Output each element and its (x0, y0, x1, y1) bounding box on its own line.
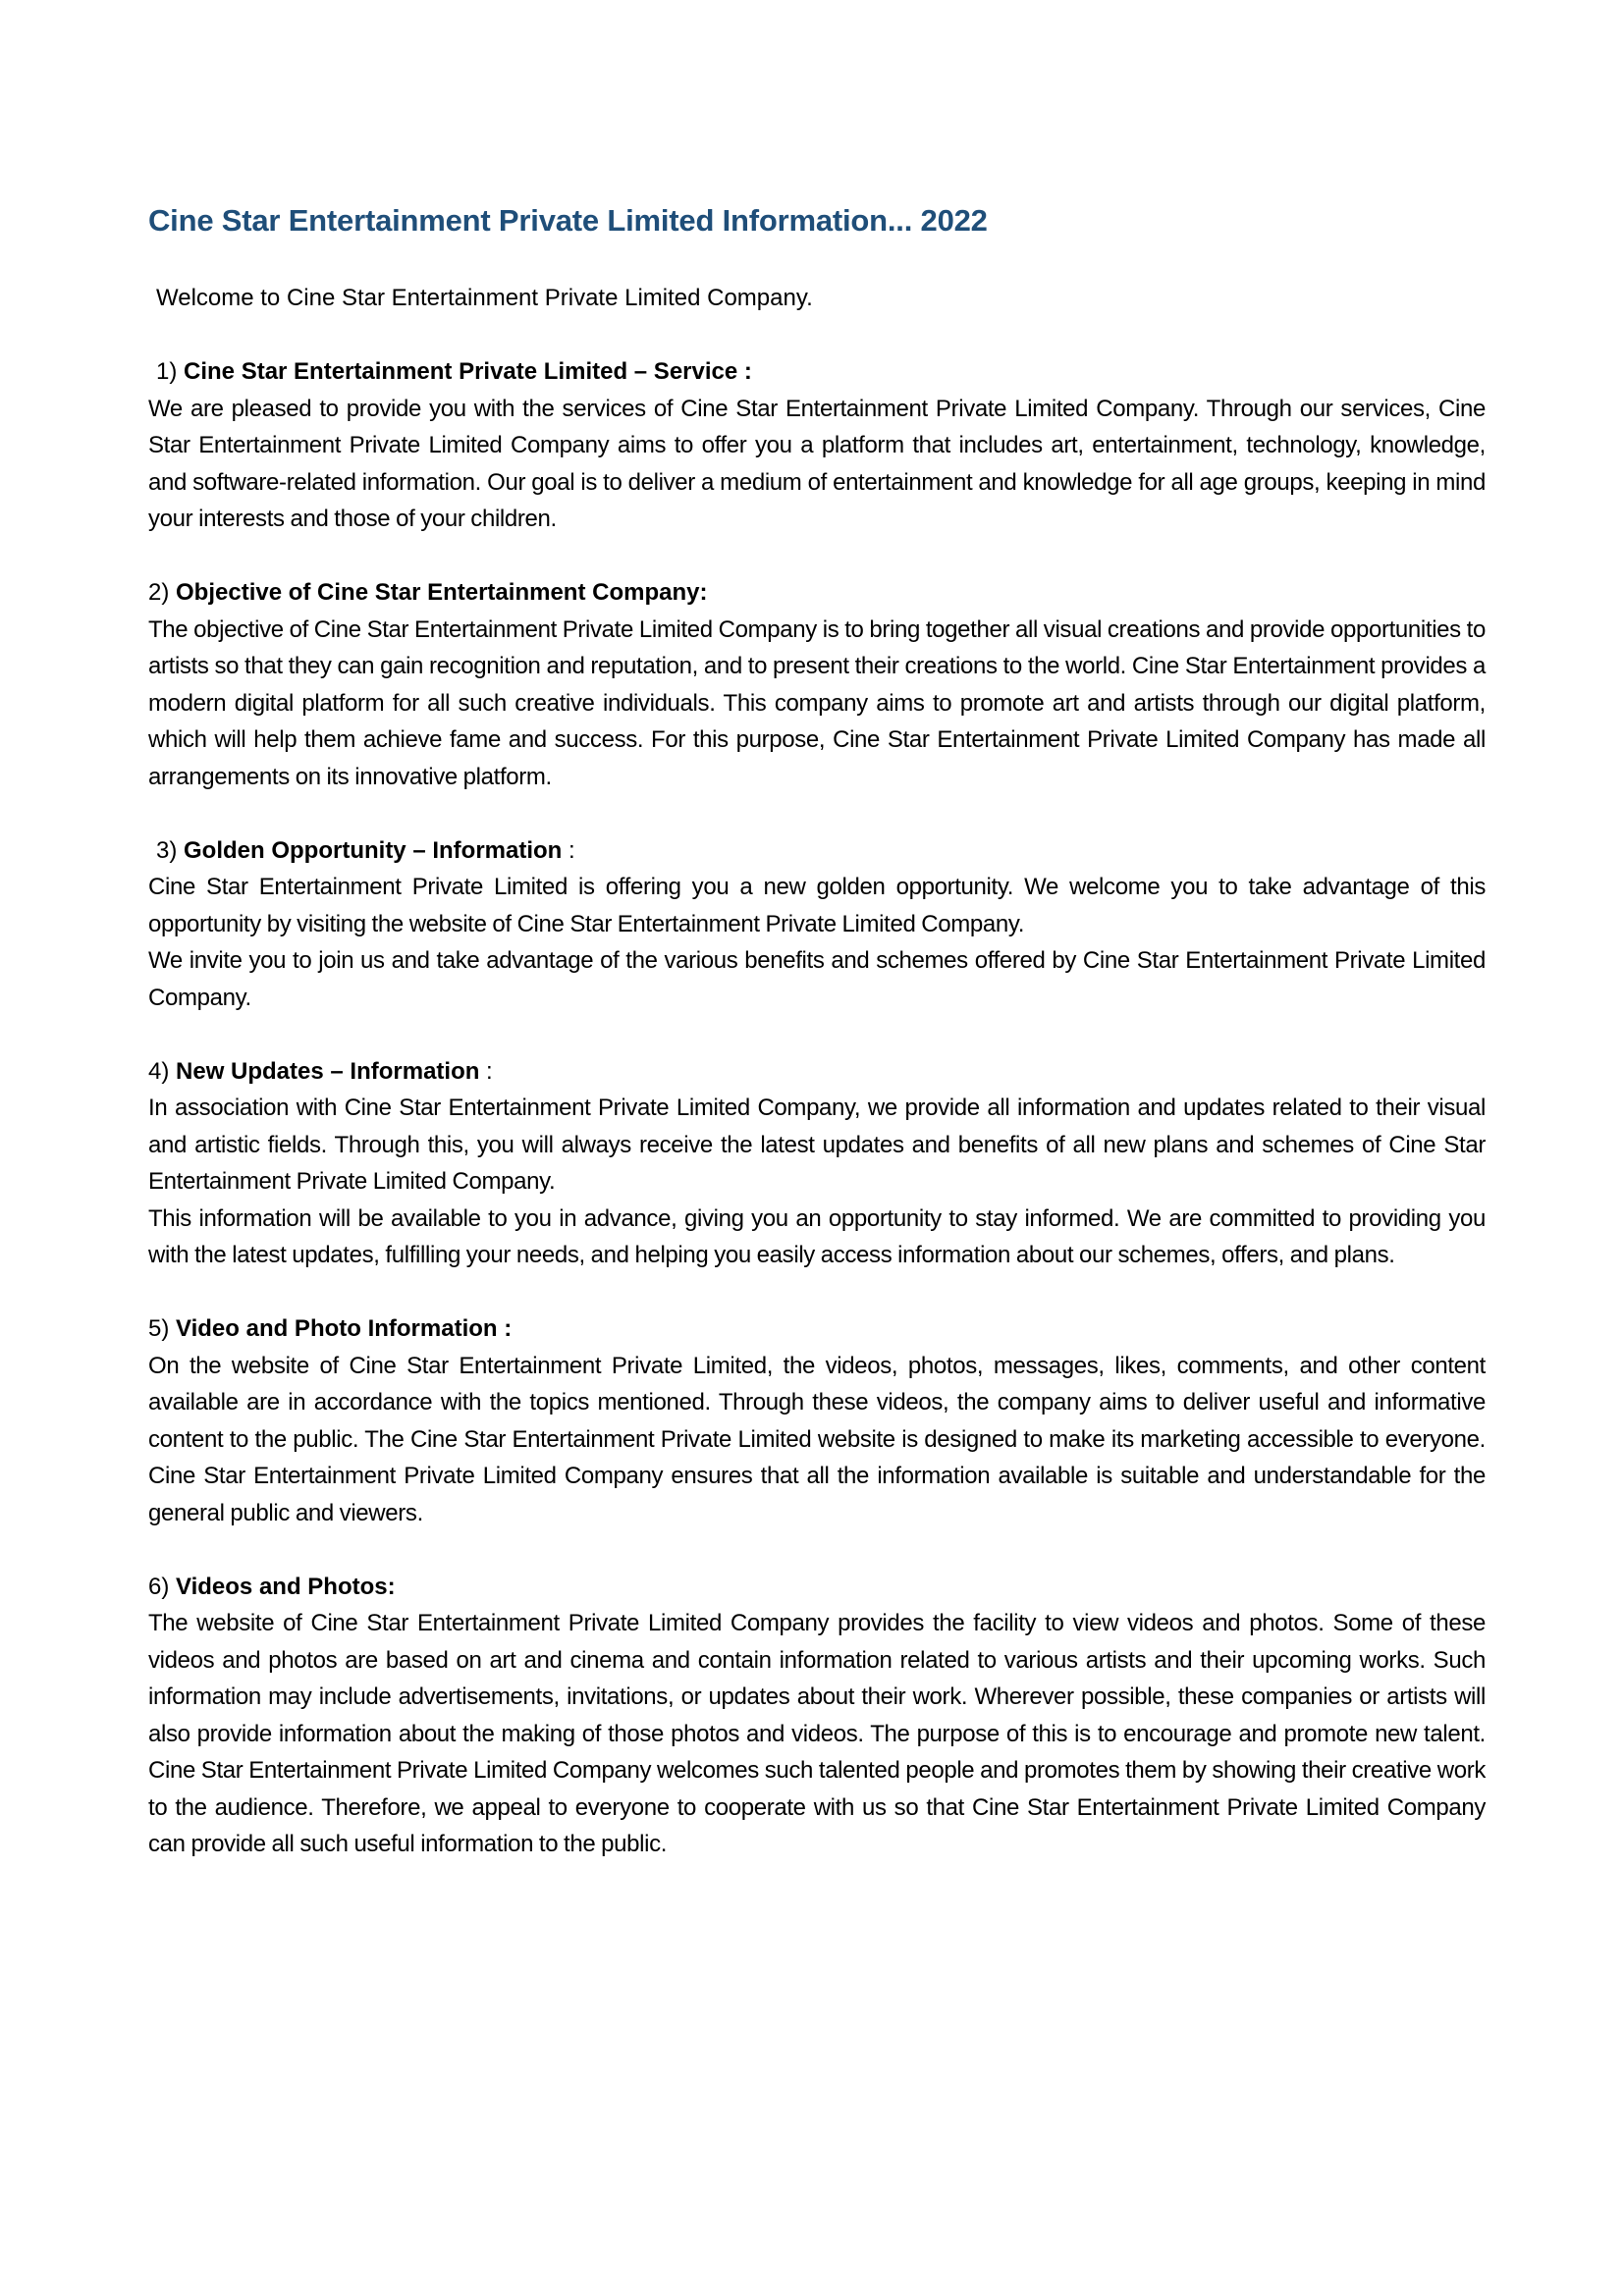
section-heading-label: Objective of Cine Star Entertainment Company: (176, 579, 708, 606)
section-heading-label: Video and Photo Information : (176, 1315, 513, 1342)
section-heading-suffix: : (479, 1057, 493, 1085)
section-heading-label: Cine Star Entertainment Private Limited – Service : (184, 358, 752, 385)
section-heading-label: New Updates – Information (176, 1057, 480, 1085)
section-number: 3) (156, 836, 185, 864)
section-paragraph: This information will be available to you in advance, giving you an opportunity to stay informed. We are committed to providing you with the latest updates, fulfilling your needs, and helping you easily access information about our schemes, offers, and plans. (148, 1204, 1486, 1268)
section-number: 2) (148, 579, 177, 606)
section-golden-opportunity (148, 832, 1486, 1017)
section-paragraph: We invite you to join us and take advantage of the various benefits and schemes offered by Cine Star Entertainment Private Limited Company. (148, 947, 1486, 1011)
section-heading (148, 1310, 1486, 1348)
section-heading (148, 1053, 1486, 1091)
section-video-photo-information (148, 1310, 1486, 1531)
section-heading-label: Videos and Photos: (176, 1573, 396, 1600)
section-paragraph: The objective of Cine Star Entertainment Private Limited Company is to bring together all visual creations and provide opportunities to artists so that they can gain recognition and reputation, and to present their creations to the world. Cine Star Entertainment provides a modern digital platform for all such creative individuals. This company aims to promote art and artists through our digital platform, which will help them achieve fame and success. For this purpose, Cine Star Entertainment Private Limited Company has made all arrangements on its innovative platform. (148, 615, 1486, 790)
section-number: 4) (148, 1057, 177, 1085)
document-page (148, 201, 1486, 1863)
document-title: Cine Star Entertainment Private Limited Information... 2022 (148, 203, 988, 238)
section-objective (148, 574, 1486, 795)
section-number: 5) (148, 1315, 177, 1342)
section-paragraph: Cine Star Entertainment Private Limited is offering you a new golden opportunity. We welcome you to take advantage of this opportunity by visiting the website of Cine Star Entertainment Private Limited Company. (148, 874, 1486, 937)
section-number: 6) (148, 1573, 177, 1600)
section-heading (148, 1569, 1486, 1606)
section-paragraph: We are pleased to provide you with the services of Cine Star Entertainment Private Limited Company. Through our services, Cine Star Entertainment Private Limited Company aims to offer you a platform that includes art, entertainment, technology, knowledge, and software-related information. Our goal is to deliver a medium of entertainment and knowledge for all age groups, keeping in mind your interests and those of your children. (148, 395, 1486, 532)
section-heading-suffix: : (562, 836, 575, 864)
welcome-line: Welcome to Cine Star Entertainment Private Limited Company. (156, 285, 813, 311)
section-videos-and-photos (148, 1569, 1486, 1863)
section-paragraph: In association with Cine Star Entertainment Private Limited Company, we provide all information and updates related to their visual and artistic fields. Through this, you will always receive the latest updates and benefits of all new plans and schemes of Cine Star Entertainment Private Limited Company. (148, 1095, 1486, 1195)
section-paragraph: The website of Cine Star Entertainment Private Limited Company provides the facility to view videos and photos. Some of these videos and photos are based on art and cinema and contain information related to various artists and their upcoming works. Such information may include advertisements, invitations, or updates about their work. Wherever possible, these companies or artists will also provide information about the making of those photos and videos. The purpose of this is to encourage and promote new talent. Cine Star Entertainment Private Limited Company welcomes such talented people and promotes them by showing their creative work to the audience. Therefore, we appeal to everyone to cooperate with us so that Cine Star Entertainment Private Limited Company can provide all such useful information to the public. (148, 1610, 1486, 1857)
section-paragraph: On the website of Cine Star Entertainment Private Limited, the videos, photos, messages, likes, comments, and other content available are in accordance with the topics mentioned. Through these videos, the company aims to deliver useful and informative content to the public. The Cine Star Entertainment Private Limited website is designed to make its marketing accessible to everyone. Cine Star Entertainment Private Limited Company ensures that all the information available is suitable and understandable for the general public and viewers. (148, 1352, 1486, 1526)
section-heading (148, 353, 1486, 391)
section-heading (148, 574, 1486, 612)
section-heading-label: Golden Opportunity – Information (184, 836, 563, 864)
section-heading (148, 832, 1486, 870)
section-service (148, 353, 1486, 538)
section-number: 1) (156, 358, 185, 385)
section-new-updates (148, 1053, 1486, 1274)
